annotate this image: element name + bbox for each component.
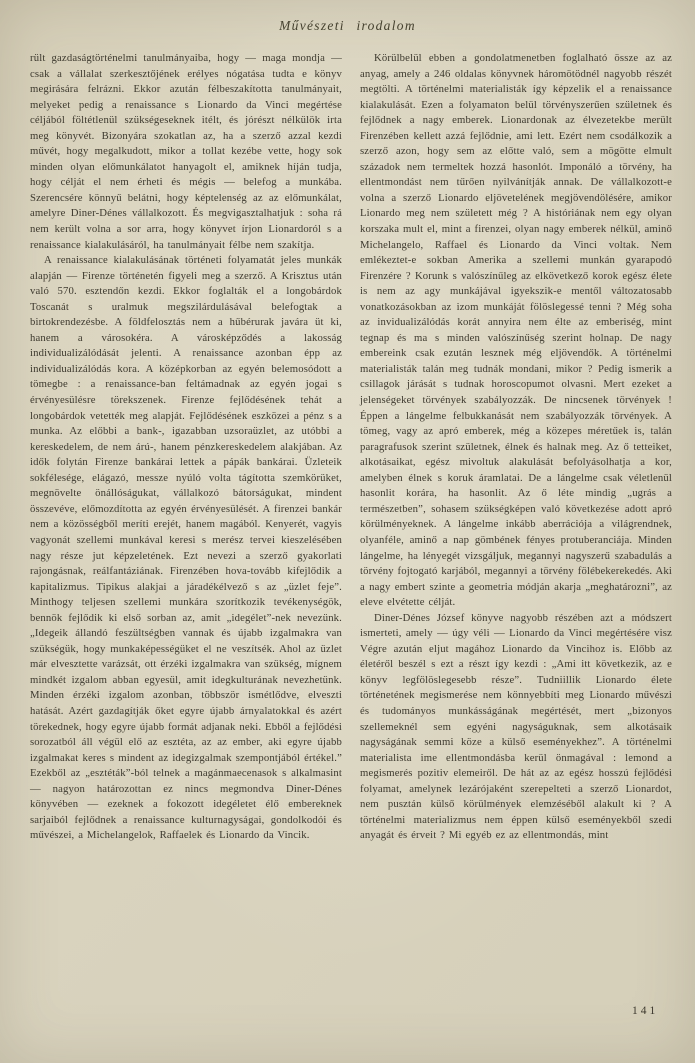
page-header-title: Művészeti irodalom	[279, 18, 416, 33]
text-column-left	[30, 51, 342, 844]
paragraph: A renaissance kialakulásának történeti folyamatát jeles munkák alapján — Firenze történetén figyeli meg a szerző. A Krisztus után való 570. esztendőn kezdi. Ekkor foglalták el a longobárdok Toscanát s uralmuk megszilárdulásával belefogtak a birtokrendezésbe. A földfelosztás nem a hűbérurak javára üt ki, hanem a városokéra. A városképződés a lakosság individualizálódását jelenti. A renaissance azonban épp az individualizálódás kora. A középkorban az egyén belemosódott a tömegbe : a renaissance-ban feltámadnak az egyén jogai s érvényesülésre törekszenek. Firenze fejlődésének tehát a longobárdok vetették meg alapját. Fejlődésének eszközei a pénz s a munka. Az előbbi a bank-, igazabban uzsoraüzlet, az utóbbi a kereskedelem, de nem árú-, hanem pénzkereskedelem alakjában. Az idők folytán Firenze bankárai lettek a pápák bankárai. Üzleteik sokfélesége, elágazó, messze nyúló volta tágította szemkörüket, megnövelte önállóságukat, vállalkozó bátorságukat, mindent összevéve, előmozdította az egyén érvényesülését. A firenzei bankár nem a közösségből meríti erejét, hanem magából. Kenyerét, vagyis vagyonát szellemi munkával keresi s merész tervei kieszelésében nagy része jut képzeletének. Ezt nevezi a szerző gyakorlati rajongásnak, reálfantáziának. Firenzében hova-tovább kifejlődik a kapitalizmus. Tipikus alakjai a járadékélvező s az „üzlet feje”. Minthogy teljesen szellemi munkára szorítkozik tevékenységök, bennök fejlődik ki első sorban az, amit „idegélet”-nek nevezünk. „Idegeik állandó feszültségben vannak és újabb izgalmakra van szükségük, hogy munkaképességüket el ne veszítsék. Ahol az üzlet már elvesztette varázsát, ott érzéki izgalmakra van szükség, mígnem mindkét izgalom abban egyesül, amit idegkulturának nevezhetünk. Minden érzéki izgalom azonban, többször ismétlődve, elveszti hatását. Azért gazdagítják őket egyre újabb árnyalatokkal és azért törekednek, hogy egyre újabb formát adjanak neki. Ebből a fejlődési sorozatból áll végül elő az esztéta, az az ember, aki egyre újabb izgalmakat keres s mindent az idegizgalmak szempontjából értékel.” Ezekből az „esztéták”-ból telnek a magánmaecenasok s alkalmasint — nagyon határozottan ez nincs megmondva Diner-Dénes könyvében — ezeknek a fokozott idegéletet élő embereknek sarjaiból fejlődnek a renaissance kulturnagyságai, gondolkodói és művészei, a Michelangelok, Raffaelek és Lionardo da Vincik.	[30, 254, 342, 842]
page-number: 141	[632, 1005, 659, 1017]
paragraph: Diner-Dénes József könyve nagyobb részében azt a módszert ismerteti, amely — úgy véli — Lionardo da Vinci megértésére visz Végre azután eljut magához Lionardo da Vincihoz is. Előbb az életéről beszél s ezt a részt így kezdi : „Ami itt következik, az e könyv legfölöslegesebb része”. Tudniillik Lionardo élete történetének megismerése nem könnyebbíti meg Lionardo művészi és tudományos munkásságának megértését, mert „bizonyos szellemeknél sem egyéni nagyságuknak, sem alkotásaik nagyságának semmi köze a külső eseményekhez”. A történelmi materialista ime ellentmondásba kerül önmagával : lemond a megismerés pozitiv elemeiről. De hát az az egész hosszú fejlődési folyamat, amelynek lezárójaként szerepelteti a szerző Lionardot, nem pusztán külső körülmények elemzéséből alakult ki ? A történelmi materializmus nem éppen külső eseményekből szedi anyagát és érveit ? Mi egyéb ez az ellentmondás, mint	[360, 611, 672, 842]
paragraph: Körülbelül ebben a gondolatmenetben foglalható össze az az anyag, amely a 246 oldalas könyvnek háromötödnél nagyobb részét megtölti. A történelmi materialisták így képzelik el a renaissance kialakulását. Ezen a folyamaton belül törvényszerűen születnek és fejlődnek a nagy emberek. Lionardonak az élvezetekbe merült Firenzében kellett azzá fejlődnie, ami lett. Ezért nem csodálkozik a szerző azon, hogy sem az előtte való, sem a mögötte elmult századok nem termeltek hozzá hasonlót. Imponáló a törvény, ha ellentmondást nem tűrően nyilvánítják annak. De vállalkozott-e volna a szerző Lionardo eljövetelének megjövendölésére, amikor Lionardo meg nem született még ? A históriának nem egy olyan korszaka mult el, mint a firenzei, olyan nagy emberek nélkül, aminő Michelangelo, Raffael és Lionardo da Vinci voltak. Nem emlékeztet-e sokban Amerika a szellemi munkán gyarapodó Firenzére ? Korunk s valószínűleg az elkövetkező korok egész élete is nem az agy munkájával igyekszik-e mentől változatosabb vonatkozásokban az izom munkáját fölöslegessé tenni ? Még soha az invidualizálódás korát annyira nem élte az emberiség, mint tegnap és ma s minden valószínűség szerint holnap. De nagy embereink csak ezután lesznek még eljövendők. A történelmi materialisták talán meg tudnák mondani, mikor ? Pedig ismerik a csillagok járását s tudnak horoscopumot olvasni. Mert ezeket a jelenségeket törvények szabályozzák. De nincsenek törvények ! Éppen a lángelme felbukkanását nem szabályozzák törvények. A tömeg, vagy az apró emberek, még a közepes méretűek is, talán paragrafusok szerint születnek, élnek és halnak meg. Az ő tetteiket, alkotásaikat, egész mivoltuk alakulását befolyásolhatja a kor, amelyben élnek s koruk áramlatai. De a lángelme csak véletlenül hasonlit korára, ha hasonlit. Az ő léte mindig „ugrás a természetben”, sohasem szükségképen való következése adott apró körülményeknek. A lángelme inkább aberrációja a világrendnek, olyanféle, aminő a nap gömbének fényes protuberanciája. Minden lángelme, ha lényegét vizsgáljuk, megannyi nagyszerű szabadulás a törvény fojtogató karjából, megannyi a törvény fölébekerekedés. Aki a nagy embert szinte a geometria módján akarja „meghatározni”, az eleve elvétette célját.	[360, 52, 672, 609]
text-column-right	[360, 51, 672, 844]
two-column-text-body	[30, 51, 672, 844]
paragraph: rült gazdaságtörténelmi tanulmányaiba, hogy — maga mondja — csak a vállalat szerkesztőjének erélyes nógatása tudta e könyv megirására felrázni. Ekkor azután félbeszakította tanulmányait, melyeket pedig a renaissance s Lionardo da Vinci megértése céljából föltétlenül szükségeseknek itélt, és jórészt nélkülök irta meg könyvét. Bizonyára szokatlan az, ha a szerző azzal kezdi művét, hogy megalkudott, mikor a tollat kezébe vette, hogy sok minden olyan előmunkálatot hanyagolt el, amiknek híján tudja, hogy célját el nem érheti és mégis — belefog a munkába. Szerencsére könnyű belátni, hogy képtelenség az az előmunkálat, amelyre Diner-Dénes vállalkozott. És megvigasztalhatjuk : soha rá nem került volna a sor arra, hogy könyvet írjon Lionardoról s a renaissance kialakulásáról, ha tanulmányait félbe nem szakítja.	[30, 52, 342, 251]
